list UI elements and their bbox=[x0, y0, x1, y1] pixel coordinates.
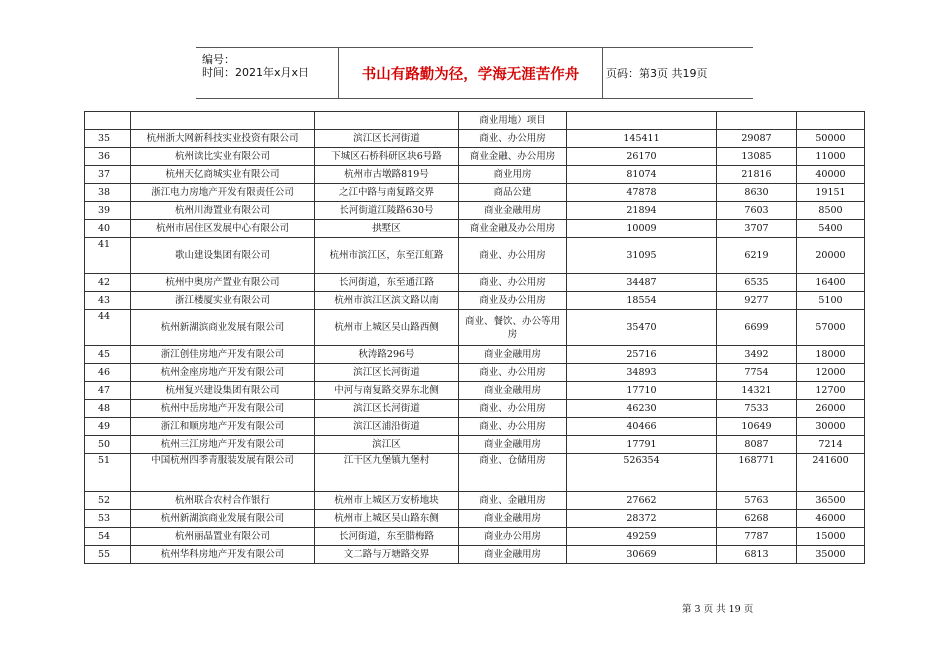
cell-value-2: 6813 bbox=[717, 546, 797, 564]
cell-location: 滨江区长河街道 bbox=[315, 364, 459, 382]
cell-empty bbox=[315, 112, 459, 130]
cell-value-1: 34487 bbox=[567, 274, 717, 292]
cell-number: 51 bbox=[85, 454, 131, 492]
cell-use: 商业、办公用房 bbox=[459, 364, 567, 382]
cell-use: 商品公建 bbox=[459, 184, 567, 202]
table-row bbox=[85, 454, 865, 492]
cell-value-1: 526354 bbox=[567, 454, 717, 492]
cell-value-1: 17710 bbox=[567, 382, 717, 400]
table-row bbox=[85, 274, 865, 292]
cell-value-3: 5400 bbox=[797, 220, 865, 238]
cell-use: 商业用房 bbox=[459, 166, 567, 184]
cell-company: 浙江楼厦实业有限公司 bbox=[131, 292, 315, 310]
cell-value-3: 241600 bbox=[797, 454, 865, 492]
cell-company: 杭州三江房地产开发有限公司 bbox=[131, 436, 315, 454]
cell-company: 杭州读比实业有限公司 bbox=[131, 148, 315, 166]
cell-company: 中国杭州四季青服装发展有限公司 bbox=[131, 454, 315, 492]
cell-number: 52 bbox=[85, 492, 131, 510]
cell-location: 长河街道江陵路630号 bbox=[315, 202, 459, 220]
cell-value-3: 36500 bbox=[797, 492, 865, 510]
cell-value-2: 7603 bbox=[717, 202, 797, 220]
cell-value-3: 12000 bbox=[797, 364, 865, 382]
cell-value-1: 21894 bbox=[567, 202, 717, 220]
cell-value-3: 18000 bbox=[797, 346, 865, 364]
cell-value-1: 47878 bbox=[567, 184, 717, 202]
cell-value-1: 25716 bbox=[567, 346, 717, 364]
cell-use: 商业、办公用房 bbox=[459, 400, 567, 418]
table-row bbox=[85, 130, 865, 148]
table-row bbox=[85, 202, 865, 220]
table-row bbox=[85, 148, 865, 166]
cell-value-3: 5100 bbox=[797, 292, 865, 310]
cell-value-2: 13085 bbox=[717, 148, 797, 166]
table-row bbox=[85, 418, 865, 436]
cell-continued-use: 商业用地）项目 bbox=[459, 112, 567, 130]
cell-value-1: 17791 bbox=[567, 436, 717, 454]
cell-value-1: 40466 bbox=[567, 418, 717, 436]
cell-location: 杭州市上城区吴山路西侧 bbox=[315, 310, 459, 346]
cell-value-2: 168771 bbox=[717, 454, 797, 492]
cell-value-3: 15000 bbox=[797, 528, 865, 546]
table-row bbox=[85, 492, 865, 510]
cell-company: 浙江电力房地产开发有限责任公司 bbox=[131, 184, 315, 202]
cell-location: 文二路与万塘路交界 bbox=[315, 546, 459, 564]
cell-value-2: 10649 bbox=[717, 418, 797, 436]
cell-value-1: 81074 bbox=[567, 166, 717, 184]
cell-location: 拱墅区 bbox=[315, 220, 459, 238]
table-row bbox=[85, 238, 865, 274]
cell-value-3: 19151 bbox=[797, 184, 865, 202]
cell-number: 36 bbox=[85, 148, 131, 166]
cell-company: 杭州新湖滨商业发展有限公司 bbox=[131, 510, 315, 528]
cell-location: 江干区九堡镇九堡村 bbox=[315, 454, 459, 492]
cell-value-1: 18554 bbox=[567, 292, 717, 310]
cell-number: 54 bbox=[85, 528, 131, 546]
cell-value-1: 35470 bbox=[567, 310, 717, 346]
table-row bbox=[85, 310, 865, 346]
cell-use: 商业金融用房 bbox=[459, 382, 567, 400]
table-row bbox=[85, 510, 865, 528]
cell-number: 45 bbox=[85, 346, 131, 364]
cell-use: 商业、办公用房 bbox=[459, 418, 567, 436]
cell-value-3: 46000 bbox=[797, 510, 865, 528]
cell-value-2: 7787 bbox=[717, 528, 797, 546]
cell-value-2: 9277 bbox=[717, 292, 797, 310]
cell-location: 之江中路与南复路交界 bbox=[315, 184, 459, 202]
cell-number: 44 bbox=[85, 310, 131, 346]
cell-value-3: 50000 bbox=[797, 130, 865, 148]
table-row bbox=[85, 166, 865, 184]
cell-value-2: 7754 bbox=[717, 364, 797, 382]
cell-number: 49 bbox=[85, 418, 131, 436]
cell-use: 商业、金融用房 bbox=[459, 492, 567, 510]
cell-value-2: 5763 bbox=[717, 492, 797, 510]
cell-location: 滨江区浦沿街道 bbox=[315, 418, 459, 436]
cell-company: 杭州中奥房产置业有限公司 bbox=[131, 274, 315, 292]
table-row bbox=[85, 382, 865, 400]
table-row bbox=[85, 220, 865, 238]
cell-value-2: 7533 bbox=[717, 400, 797, 418]
cell-use: 商业、仓储用房 bbox=[459, 454, 567, 492]
cell-value-2: 3707 bbox=[717, 220, 797, 238]
cell-empty bbox=[717, 112, 797, 130]
cell-company: 杭州川海置业有限公司 bbox=[131, 202, 315, 220]
cell-value-2: 6535 bbox=[717, 274, 797, 292]
cell-value-3: 16400 bbox=[797, 274, 865, 292]
cell-use: 商业、办公用房 bbox=[459, 274, 567, 292]
cell-value-1: 145411 bbox=[567, 130, 717, 148]
cell-value-1: 28372 bbox=[567, 510, 717, 528]
header-page-label: 页码：第3页 共19页 bbox=[606, 67, 708, 80]
cell-number: 47 bbox=[85, 382, 131, 400]
cell-company: 杭州中岳房地产开发有限公司 bbox=[131, 400, 315, 418]
cell-use: 商业金融用房 bbox=[459, 202, 567, 220]
cell-value-3: 26000 bbox=[797, 400, 865, 418]
table-row bbox=[85, 292, 865, 310]
table-row bbox=[85, 528, 865, 546]
table-row-continued bbox=[85, 112, 865, 130]
table-row bbox=[85, 184, 865, 202]
table-row bbox=[85, 436, 865, 454]
cell-location: 杭州市上城区吴山路东侧 bbox=[315, 510, 459, 528]
cell-company: 浙江和顺房地产开发有限公司 bbox=[131, 418, 315, 436]
cell-empty bbox=[85, 112, 131, 130]
cell-company: 杭州浙大网新科技实业投资有限公司 bbox=[131, 130, 315, 148]
cell-location: 中河与南复路交界东北侧 bbox=[315, 382, 459, 400]
cell-company: 歌山建设集团有限公司 bbox=[131, 238, 315, 274]
table-row bbox=[85, 546, 865, 564]
cell-company: 杭州天亿商城实业有限公司 bbox=[131, 166, 315, 184]
cell-company: 杭州华科房地产开发有限公司 bbox=[131, 546, 315, 564]
cell-use: 商业金融及办公用房 bbox=[459, 220, 567, 238]
cell-use: 商业金融用房 bbox=[459, 510, 567, 528]
table-body bbox=[85, 112, 865, 564]
cell-company: 杭州丽晶置业有限公司 bbox=[131, 528, 315, 546]
cell-value-2: 8087 bbox=[717, 436, 797, 454]
cell-use: 商业金融、办公用房 bbox=[459, 148, 567, 166]
cell-empty bbox=[131, 112, 315, 130]
cell-number: 39 bbox=[85, 202, 131, 220]
cell-number: 55 bbox=[85, 546, 131, 564]
cell-location: 杭州市古墩路819号 bbox=[315, 166, 459, 184]
cell-number: 48 bbox=[85, 400, 131, 418]
cell-number: 42 bbox=[85, 274, 131, 292]
time-label: 时间：2021年x月x日 bbox=[202, 66, 310, 79]
cell-value-3: 12700 bbox=[797, 382, 865, 400]
cell-location: 长河街道，东至腊梅路 bbox=[315, 528, 459, 546]
cell-use: 商业办公用房 bbox=[459, 528, 567, 546]
cell-number: 37 bbox=[85, 166, 131, 184]
cell-company: 杭州复兴建设集团有限公司 bbox=[131, 382, 315, 400]
cell-value-3: 8500 bbox=[797, 202, 865, 220]
cell-value-2: 8630 bbox=[717, 184, 797, 202]
cell-use: 商业金融用房 bbox=[459, 546, 567, 564]
cell-location: 长河街道，东至通江路 bbox=[315, 274, 459, 292]
cell-value-1: 31095 bbox=[567, 238, 717, 274]
header-meta bbox=[196, 48, 339, 98]
cell-use: 商业、办公用房 bbox=[459, 238, 567, 274]
cell-number: 35 bbox=[85, 130, 131, 148]
header-motto: 书山有路勤为径，学海无涯苦作舟 bbox=[339, 48, 603, 98]
cell-value-2: 14321 bbox=[717, 382, 797, 400]
cell-number: 53 bbox=[85, 510, 131, 528]
cell-number: 40 bbox=[85, 220, 131, 238]
cell-value-2: 21816 bbox=[717, 166, 797, 184]
cell-location: 下城区石桥科研区块6号路 bbox=[315, 148, 459, 166]
table-row bbox=[85, 400, 865, 418]
page-footer: 第 3 页 共 19 页 bbox=[682, 604, 754, 615]
cell-number: 38 bbox=[85, 184, 131, 202]
cell-use: 商业金融用房 bbox=[459, 346, 567, 364]
cell-location: 滨江区长河街道 bbox=[315, 130, 459, 148]
cell-empty bbox=[797, 112, 865, 130]
cell-value-1: 49259 bbox=[567, 528, 717, 546]
cell-value-1: 46230 bbox=[567, 400, 717, 418]
cell-empty bbox=[567, 112, 717, 130]
table-row bbox=[85, 364, 865, 382]
cell-value-3: 57000 bbox=[797, 310, 865, 346]
table-row bbox=[85, 346, 865, 364]
cell-location: 杭州市滨江区，东至江虹路 bbox=[315, 238, 459, 274]
cell-company: 杭州联合农村合作银行 bbox=[131, 492, 315, 510]
cell-company: 浙江创佳房地产开发有限公司 bbox=[131, 346, 315, 364]
cell-location: 杭州市上城区万安桥地块 bbox=[315, 492, 459, 510]
cell-company: 杭州金座房地产开发有限公司 bbox=[131, 364, 315, 382]
cell-location: 杭州市滨江区滨文路以南 bbox=[315, 292, 459, 310]
cell-value-1: 27662 bbox=[567, 492, 717, 510]
cell-value-2: 3492 bbox=[717, 346, 797, 364]
cell-location: 秋涛路296号 bbox=[315, 346, 459, 364]
cell-value-1: 34893 bbox=[567, 364, 717, 382]
cell-company: 杭州市居住区发展中心有限公司 bbox=[131, 220, 315, 238]
cell-company: 杭州新湖滨商业发展有限公司 bbox=[131, 310, 315, 346]
cell-value-2: 6268 bbox=[717, 510, 797, 528]
cell-number: 43 bbox=[85, 292, 131, 310]
cell-value-1: 30669 bbox=[567, 546, 717, 564]
cell-number: 41 bbox=[85, 238, 131, 274]
cell-value-1: 26170 bbox=[567, 148, 717, 166]
cell-number: 46 bbox=[85, 364, 131, 382]
cell-use: 商业、餐饮、办公等用房 bbox=[459, 310, 567, 346]
cell-value-3: 20000 bbox=[797, 238, 865, 274]
cell-value-1: 10009 bbox=[567, 220, 717, 238]
cell-value-2: 6219 bbox=[717, 238, 797, 274]
cell-value-3: 11000 bbox=[797, 148, 865, 166]
cell-number: 50 bbox=[85, 436, 131, 454]
page-header bbox=[196, 47, 753, 99]
cell-location: 滨江区长河街道 bbox=[315, 400, 459, 418]
data-table bbox=[84, 111, 865, 564]
number-label: 编号： bbox=[202, 53, 235, 66]
cell-location: 滨江区 bbox=[315, 436, 459, 454]
cell-use: 商业金融用房 bbox=[459, 436, 567, 454]
cell-value-3: 35000 bbox=[797, 546, 865, 564]
cell-value-3: 30000 bbox=[797, 418, 865, 436]
cell-use: 商业、办公用房 bbox=[459, 130, 567, 148]
cell-use: 商业及办公用房 bbox=[459, 292, 567, 310]
cell-value-2: 6699 bbox=[717, 310, 797, 346]
cell-value-3: 7214 bbox=[797, 436, 865, 454]
cell-value-2: 29087 bbox=[717, 130, 797, 148]
cell-value-3: 40000 bbox=[797, 166, 865, 184]
